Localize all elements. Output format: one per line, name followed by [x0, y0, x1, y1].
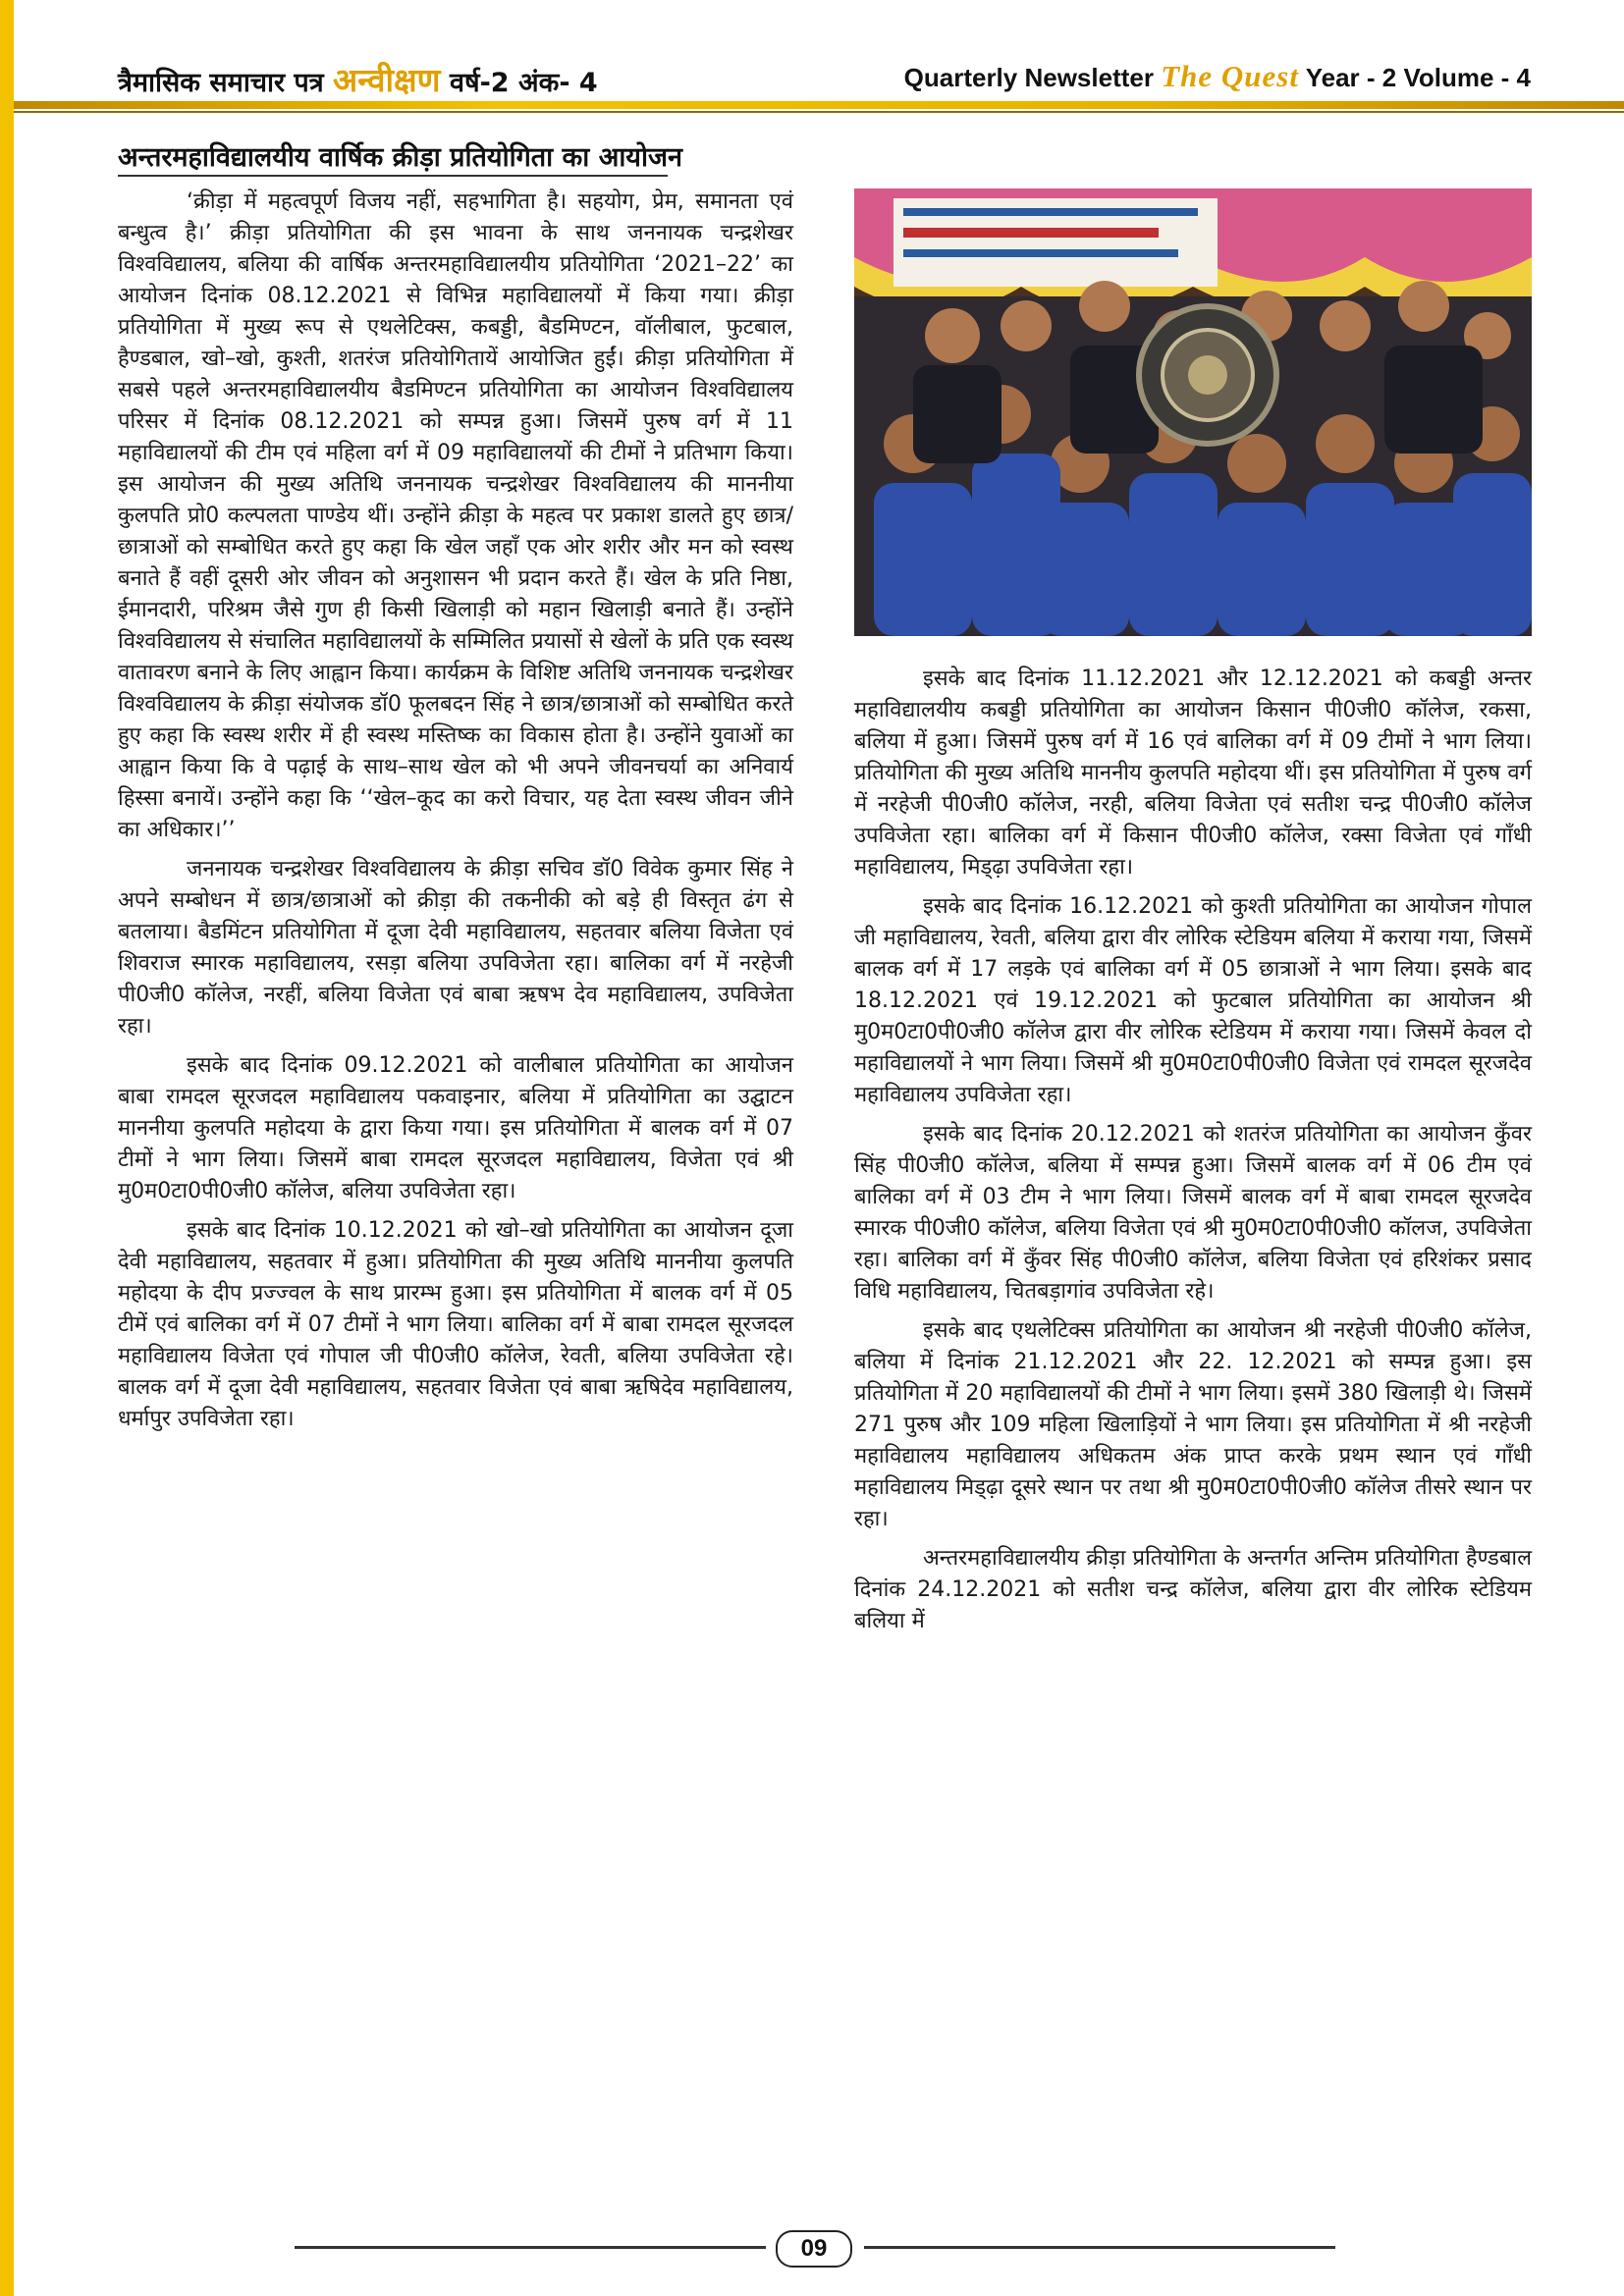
page-header — [118, 57, 1531, 98]
header-hindi-issue: वर्ष-2 अंक- 4 — [449, 68, 598, 98]
header-english — [904, 59, 1531, 94]
paragraph: इसके बाद दिनांक 11.12.2021 और 12.12.2021 को कबड्डी अन्तर महाविद्यालयीय कबड्डी प्रतियोगिता का आयोजन किसान पी0जी0 कॉलेज, रकसा, बलिया में हुआ। जिसमें पुरुष वर्ग में 16 एवं बालिका वर्ग में 09 टीमों ने भाग लिया। प्रतियोगिता की मुख्य अतिथि माननीय कुलपति महोदया थीं। इस प्रतियोगिता में पुरुष वर्ग में नरहेजी पी0जी0 कॉलेज, नरही, बलिया विजेता एवं सतीश चन्द्र पी0जी0 कॉलेज उपविजेता रहा। बालिका वर्ग में किसान पी0जी0 कॉलेज, रक्सा विजेता एवं गाँधी महाविद्यालय, मिड्ढ़ा उपविजेता रहा। — [854, 667, 1532, 880]
event-photo — [854, 188, 1532, 636]
article-title: अन्तरमहाविद्यालयीय वार्षिक क्रीड़ा प्रतियोगिता का आयोजन — [118, 142, 682, 173]
footer-rule-right — [864, 2246, 1335, 2249]
page-number: 09 — [776, 2230, 852, 2268]
paragraph: जननायक चन्द्रशेखर विश्वविद्यालय के क्रीड़ा सचिव डॉ0 विवेक कुमार सिंह ने अपने सम्बोधन में छात्र/छात्राओं को क्रीड़ा की तकनीकी को बड़े ही विस्तृत ढंग से बतलाया। बैडमिंटन प्रतियोगिता में दूजा देवी महाविद्यालय, सहतवार बलिया विजेता एवं शिवराज स्मारक महाविद्यालय, रसड़ा बलिया उपविजेता रहा। बालिका वर्ग में नरहेजी पी0जी0 कॉलेज, नरहीं, बलिया विजेता एवं बाबा ऋषभ देव महाविद्यालय, उपविजेता रहा। — [118, 857, 793, 1039]
title-underline — [118, 175, 668, 177]
header-english-text: Quarterly Newsletter — [903, 63, 1154, 92]
header-english-logo: The Quest — [1161, 59, 1299, 93]
article-column-right — [854, 664, 1532, 1645]
header-rule-thin — [14, 111, 1624, 113]
paragraph: इसके बाद दिनांक 16.12.2021 को कुश्ती प्रतियोगिता का आयोजन गोपाल जी महाविद्यालय, रेवती, बलिया द्वारा वीर लोरिक स्टेडियम बलिया में कराया गया, जिसमें बालक वर्ग में 17 लड़के एवं बालिका वर्ग में 05 छात्राओं ने भाग लिया। इसके बाद 18.12.2021 एवं 19.12.2021 को फुटबाल प्रतियोगिता का आयोजन श्री मु0म0टा0पी0जी0 कॉलेज द्वारा वीर लोरिक स्टेडियम में कराया गया। जिसमें केवल दो महाविद्यालयों ने भाग लिया। जिसमें श्री मु0म0टा0पी0जी0 विजेता एवं रामदल सूरजदेव महाविद्यालय उपविजेता रहा। — [854, 894, 1532, 1107]
article-column-left — [118, 187, 793, 1443]
paragraph: इसके बाद दिनांक 10.12.2021 को खो–खो प्रतियोगिता का आयोजन दूजा देवी महाविद्यालय, सहतवार में हुआ। प्रतियोगिता की मुख्य अतिथि माननीया कुलपति महोदया के दीप प्रज्ज्वल के साथ प्रारम्भ हुआ। इस प्रतियोगिता में बालक वर्ग में 05 टीमें एवं बालिका वर्ग में 07 टीमों ने भाग लिया। बालिका वर्ग में बाबा रामदल सूरजदल महाविद्यालय विजेता एवं गोपाल जी पी0जी0 कॉलेज, रेवती, बलिया उपविजेता रहे। बालक वर्ग में दूजा देवी महाविद्यालय, सहतवार विजेता एवं बाबा ऋषिदेव महाविद्यालय, धर्मापुर उपविजेता रहा। — [118, 1218, 793, 1431]
paragraph: अन्तरमहाविद्यालयीय क्रीड़ा प्रतियोगिता के अन्तर्गत अन्तिम प्रतियोगिता हैण्डबाल दिनांक 24.12.2021 को सतीश चन्द्र कॉलेज, बलिया द्वारा वीर लोरिक स्टेडियम बलिया में — [854, 1546, 1532, 1633]
side-accent-bar — [0, 0, 14, 2296]
paragraph: ‘क्रीड़ा में महत्वपूर्ण विजय नहीं, सहभागिता है। सहयोग, प्रेम, समानता एवं बन्धुत्व है।’ क्रीड़ा प्रतियोगिता की इस भावना के साथ जननायक चन्द्रशेखर विश्वविद्यालय, बलिया की वार्षिक अन्तरमहाविद्यालयीय प्रतियोगिता ‘2021–22’ का आयोजन दिनांक 08.12.2021 से विभिन्न महाविद्यालयों में किया गया। क्रीड़ा प्रतियोगिता में मुख्य रूप से एथलेटिक्स, कबड्डी, बैडमिण्टन, वॉलीबाल, फुटबाल, हैण्डबाल, खो–खो, कुश्ती, शतरंज प्रतियोगितायें आयोजित हुईं। क्रीड़ा प्रतियोगिता में सबसे पहले अन्तरमहाविद्यालयीय बैडमिण्टन प्रतियोगिता का आयोजन विश्वविद्यालय परिसर में दिनांक 08.12.2021 को सम्पन्न हुआ। जिसमें पुरुष वर्ग में 11 महाविद्यालयों की टीम एवं महिला वर्ग में 09 महाविद्यालयों की टीमों ने प्रतिभाग किया। इस आयोजन की मुख्य अतिथि जननायक चन्द्रशेखर विश्वविद्यालय की माननीया कुलपति प्रो0 कल्पलता पाण्डेय थीं। उन्होंने क्रीड़ा के महत्व पर प्रकाश डालते हुए छात्र/छात्राओं को सम्बोधित करते हुए कहा कि खेल जहाँ एक ओर शरीर और मन को स्वस्थ बनाते हैं वहीं दूसरी ओर जीवन को अनुशासन भी प्रदान करते हैं। खेल के प्रति निष्ठा, ईमानदारी, परिश्रम जैसे गुण ही किसी खिलाड़ी को महान खिलाड़ी बनाते हैं। उन्होंने विश्वविद्यालय से संचालित महाविद्यालयों के सम्मिलित प्रयासों से खेलों के प्रति एक स्वस्थ वातावरण बनाने के लिए आह्वान किया। कार्यक्रम के विशिष्ट अतिथि जननायक चन्द्रशेखर विश्वविद्यालय के क्रीड़ा संयोजक डॉ0 फूलबदन सिंह ने छात्र/छात्राओं को सम्बोधित करते हुए कहा कि स्वस्थ शरीर में ही स्वस्थ मस्तिष्क का विकास होता है। उन्होंने युवाओं का आह्वान किया कि वे पढ़ाई के साथ–साथ खेल को भी अपने जीवनचर्या का अनिवार्य हिस्सा बनायें। उन्होंने कहा कि ‘‘खेल–कूद का करो विचार, यह देता स्वस्थ जीवन जीने का अधिकार।’’ — [118, 189, 793, 842]
paragraph: इसके बाद दिनांक 09.12.2021 को वालीबाल प्रतियोगिता का आयोजन बाबा रामदल सूरजदल महाविद्यालय पकवाइनार, बलिया में प्रतियोगिता का उद्घाटन माननीया कुलपति महोदया के द्वारा किया गया। इस प्रतियोगिता में बालक वर्ग में 07 टीमों ने भाग लिया। जिसमें बाबा रामदल सूरजदल महाविद्यालय, विजेता एवं श्री मु0म0टा0पी0जी0 कॉलेज, बलिया उपविजेता रहा। — [118, 1053, 793, 1203]
paragraph: इसके बाद एथलेटिक्स प्रतियोगिता का आयोजन श्री नरहेजी पी0जी0 कॉलेज, बलिया में दिनांक 21.12.2021 और 22. 12.2021 को सम्पन्न हुआ। इस प्रतियोगिता में 20 महाविद्यालयों की टीमों ने भाग लिया। इसमें 380 खिलाड़ी थे। जिसमें 271 पुरुष और 109 महिला खिलाड़ियों ने भाग लिया। इस प्रतियोगिता में श्री नरहेजी महाविद्यालय महाविद्यालय अधिकतम अंक प्राप्त करके प्रथम स्थान एवं गाँधी महाविद्यालय मिड्ढ़ा दूसरे स्थान पर तथा श्री मु0म0टा0पी0जी0 कॉलेज तीसरे स्थान पर रहा। — [854, 1318, 1532, 1531]
header-hindi-logo: अन्वीक्षण — [333, 61, 441, 99]
footer-rule-left — [295, 2246, 766, 2249]
header-hindi-text: त्रैमासिक समाचार पत्र — [118, 68, 324, 98]
header-english-issue: Year - 2 Volume - 4 — [1305, 63, 1531, 92]
header-rule — [14, 101, 1624, 109]
header-hindi — [118, 57, 598, 101]
paragraph: इसके बाद दिनांक 20.12.2021 को शतरंज प्रतियोगिता का आयोजन कुँवर सिंह पी0जी0 कॉलेज, बलिया में सम्पन्न हुआ। जिसमें बालक वर्ग में 06 टीम एवं बालिका वर्ग में 03 टीम ने भाग लिया। जिसमें बालक वर्ग में बाबा रामदल सूरजदेव स्मारक पी0जी0 कॉलेज, बलिया विजेता एवं श्री मु0म0टा0पी0जी0 कॉलज, उपविजेता रहा। बालिका वर्ग में कुँवर सिंह पी0जी0 कॉलेज, बलिया विजेता एवं हरिशंकर प्रसाद विधि महाविद्यालय, चितबड़ागांव उपविजेता रहे। — [854, 1122, 1532, 1304]
event-photo-illustration — [854, 188, 1532, 636]
